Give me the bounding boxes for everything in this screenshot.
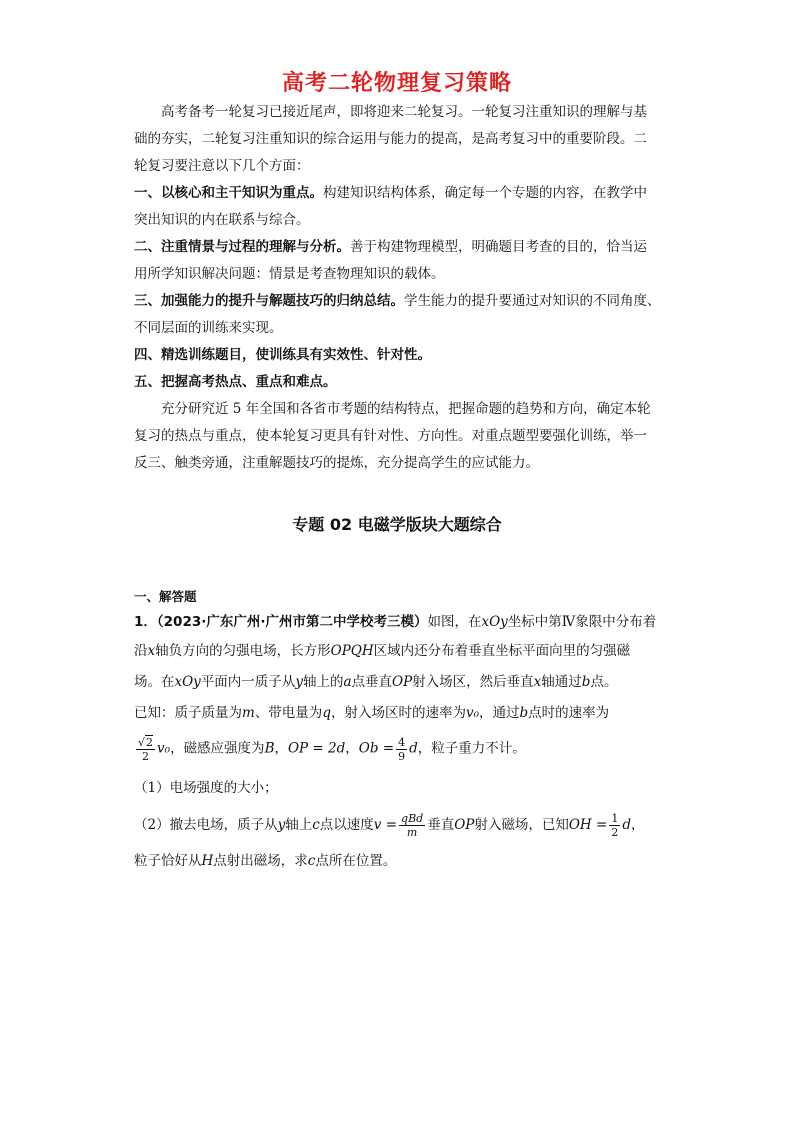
math-x: x (147, 643, 156, 659)
math-v0: v₀ (465, 705, 480, 721)
math-op: OP (454, 817, 475, 833)
intro-line-2: 础的夯实，二轮复习注重知识的综合运用与能力的提高，是高考复习中的重要阶段。二 (134, 131, 647, 147)
text: ，通过 (479, 705, 520, 721)
text: ，磁感应强度为 (170, 740, 265, 757)
math-op-eq: OP = 2d (287, 740, 346, 757)
text: 射入场区，然后垂直 (412, 674, 534, 690)
text: 沿 (134, 643, 148, 659)
numerator: 1 (611, 812, 619, 825)
text: ，粒子重力不计。 (417, 740, 526, 757)
math-y: y (277, 817, 286, 833)
point-1-heading: 一、以核心和主干知识为重点。 (134, 185, 323, 201)
fraction-1-2 (609, 812, 620, 839)
text: 点垂直 (351, 674, 393, 690)
point-2-cont: 用所学知识解决问题：情景是考查物理知识的载体。 (134, 266, 445, 282)
text: 已知：质子质量为 (134, 705, 242, 721)
math-q: q (322, 705, 331, 721)
point-4: 四、精选训练题目，使训练具有实效性、针对性。 (134, 347, 431, 363)
text: 如图，在 (427, 614, 482, 630)
text: ， (274, 740, 288, 757)
text: 区域内还分布着垂直坐标平面向里的匀强磁 (373, 643, 631, 659)
math-y: y (295, 674, 303, 690)
fraction-sqrt2-over-2: $\frac{√2}{2}$ (138, 736, 154, 763)
question-2-cont (134, 852, 664, 870)
text: 、带电量为 (254, 705, 323, 721)
text: 点以速度 (319, 817, 374, 833)
math-B: B (264, 740, 275, 757)
text: 轴上 (285, 817, 313, 833)
text: ，射入场区时的速率为 (330, 705, 466, 721)
text: 场。在 (134, 674, 175, 690)
question-2 (134, 812, 664, 839)
text: 平面内一质子从 (200, 674, 296, 690)
math-H: H (201, 853, 214, 869)
math-d: d (409, 740, 418, 757)
text: 点时的速率为 (528, 705, 610, 721)
text: 轴通过 (541, 674, 582, 690)
section-title: 专题 02 电磁学版块大题综合 (292, 515, 502, 534)
intro-line-1: 高考备考一轮复习已接近尾声，即将迎来二轮复习。一轮复习注重知识的理解与基 (161, 104, 647, 120)
section-label: 一、解答题 (134, 589, 197, 604)
denominator: 2 (611, 826, 619, 839)
math-b: b (519, 705, 529, 721)
text: ， (630, 817, 645, 833)
text: ， (345, 740, 359, 757)
point-3-cont: 不同层面的训练来实现。 (134, 320, 283, 336)
math-x: x (533, 674, 542, 690)
problem-source: （2023·广东广州·广州市第二中学校考三模） (156, 614, 428, 630)
math-xoy: xOy (174, 674, 201, 690)
text: 坐标中第Ⅳ象限中分布着 (507, 614, 657, 630)
point-2-heading: 二、注重情景与过程的理解与分析。 (134, 239, 350, 255)
math-ob-eq: Ob = (358, 740, 395, 757)
math-op: OP (392, 674, 413, 690)
text: 点所在位置。 (315, 853, 397, 869)
closing-line-2: 复习的热点与重点，使本轮复习更具有针对性、方向性。对重点题型要强化训练，举一 (134, 428, 647, 444)
point-2-text: 善于构建物理模型，明确题目考查的目的，恰当运 (350, 239, 647, 255)
problem-line-1 (134, 613, 664, 631)
math-d: d (622, 817, 631, 833)
sqrt-2: 2 (146, 736, 154, 749)
point-1 (134, 184, 664, 202)
math-opqh: OPQH (330, 643, 374, 659)
text: 轴负方向的匀强电场，长方形 (155, 643, 331, 659)
intro-line-3: 轮复习要注意以下几个方面： (134, 158, 310, 174)
math-a: a (343, 674, 352, 690)
problem-line-4 (134, 704, 664, 722)
math-b: b (581, 674, 591, 690)
math-v-eq: v = (373, 817, 398, 833)
point-3-heading: 三、加强能力的提升与解题技巧的归纳总结。 (134, 293, 404, 309)
denominator: m (406, 826, 418, 839)
problem-number: 1． (134, 614, 157, 630)
fraction-qbd-m (399, 812, 425, 839)
problem-line-2 (134, 642, 664, 660)
math-c: c (312, 817, 320, 833)
math-oh-eq: OH = (568, 817, 608, 833)
denominator: 2 (142, 750, 149, 763)
denominator: 9 (398, 749, 406, 763)
text: 垂直 (427, 817, 455, 833)
page-title: 高考二轮物理复习策略 (281, 71, 512, 96)
point-3 (134, 292, 664, 310)
math-xoy: xOy (481, 614, 508, 630)
question-1: （1）电场强度的大小； (134, 780, 278, 796)
text: 轴上的 (302, 674, 344, 690)
text: 粒子恰好从 (134, 853, 202, 869)
closing-line-1: 充分研究近 5 年全国和各省市考题的结构特点，把握命题的趋势和方向，确定本轮 (161, 401, 651, 417)
point-2 (134, 238, 664, 256)
text: 射入磁场，已知 (474, 817, 569, 833)
math-m: m (242, 705, 255, 721)
text: 点射出磁场，求 (213, 853, 308, 869)
math-v0: v₀ (157, 740, 171, 757)
problem-line-5 (134, 735, 664, 763)
fraction-4-9 (396, 736, 407, 763)
text: （2）撤去电场，质子从 (134, 817, 278, 833)
problem-line-3 (134, 673, 664, 691)
point-3-text: 学生能力的提升要通过对知识的不同角度、 (404, 293, 661, 309)
point-1-text: 构建知识结构体系，确定每一个专题的内容，在教学中 (323, 185, 647, 201)
numerator: 4 (398, 735, 406, 749)
point-1-cont: 突出知识的内在联系与综合。 (134, 212, 310, 228)
point-5: 五、把握高考热点、重点和难点。 (134, 374, 337, 390)
text: 点。 (590, 674, 618, 690)
math-c: c (307, 853, 316, 869)
closing-line-3: 反三、触类旁通，注重解题技巧的提炼，充分提高学生的应试能力。 (134, 455, 539, 471)
numerator: qBd (401, 812, 424, 825)
